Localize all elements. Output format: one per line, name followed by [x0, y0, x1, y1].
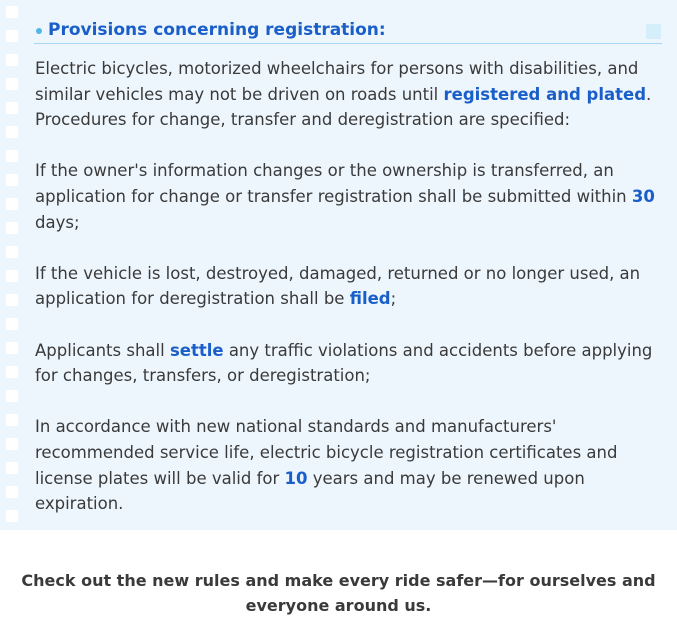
paragraph-validity-period — [35, 414, 655, 516]
perforation-hole — [6, 222, 18, 234]
perforation-hole — [6, 270, 18, 282]
highlight-text: settle — [169, 340, 224, 360]
perforation-hole — [6, 294, 18, 306]
highlight-text: 10 — [284, 468, 308, 488]
bullet-dot-icon — [36, 28, 42, 34]
closing-message: Check out the new rules and make every ride safer—for ourselves and everyone around us. — [21, 571, 656, 615]
paragraph-settle-violations — [35, 338, 655, 389]
paragraph-text: Applicants shall — [35, 340, 170, 360]
paragraph-text: In accordance with new national standards and manufacturers' recommended service life, electric bicycle registration certificates and license plates will be valid for — [35, 417, 618, 488]
perforation-hole — [6, 462, 18, 474]
paragraph-change-transfer — [35, 158, 655, 235]
perforation-hole — [6, 510, 18, 522]
paragraph-text: If the owner's information changes or the ownership is transferred, an application for change or transfer registration shall be submitted within — [35, 161, 632, 206]
section-title: Provisions concerning registration: — [48, 20, 386, 40]
perforation-hole — [6, 366, 18, 378]
perforation-hole — [6, 78, 18, 90]
perforation-hole — [6, 126, 18, 138]
paragraph-text: any traffic violations and accidents before applying for changes, transfers, or deregistration; — [35, 340, 653, 386]
paragraph-text: . Procedures for change, transfer and deregistration are specified: — [35, 84, 652, 130]
perforation-hole — [6, 198, 18, 210]
paragraph-registration-required — [35, 56, 655, 133]
perforation-hole — [6, 342, 18, 354]
perforation-hole — [6, 390, 18, 402]
perforation-hole — [6, 486, 18, 498]
highlight-text: filed — [349, 289, 391, 309]
perforation-hole — [6, 246, 18, 258]
provisions-content — [35, 56, 655, 517]
paragraph-text: Electric bicycles, motorized wheelchairs for persons with disabilities, and similar vehicles may not be driven on roads until — [35, 59, 639, 104]
perforation-hole — [6, 174, 18, 186]
paragraph-text: years and may be renewed upon expiration. — [35, 468, 585, 514]
perforation-hole — [6, 438, 18, 450]
perforation-hole — [6, 318, 18, 330]
paragraph-deregistration — [35, 261, 655, 312]
highlight-text: 30 — [631, 186, 655, 206]
perforation-hole — [6, 414, 18, 426]
perforation-hole — [6, 30, 18, 42]
highlight-text: registered and plated — [443, 84, 647, 104]
perforation-hole — [6, 54, 18, 66]
perforation-hole — [6, 102, 18, 114]
perforation-hole — [6, 150, 18, 162]
paragraph-text: If the vehicle is lost, destroyed, damaged, returned or no longer used, an application for deregistration shall be — [35, 263, 641, 309]
paragraph-text: ; — [390, 289, 397, 309]
paragraph-text: days; — [35, 212, 80, 232]
perforation-hole — [6, 6, 18, 18]
perforated-edge-decoration — [6, 6, 18, 526]
section-heading — [34, 18, 662, 44]
